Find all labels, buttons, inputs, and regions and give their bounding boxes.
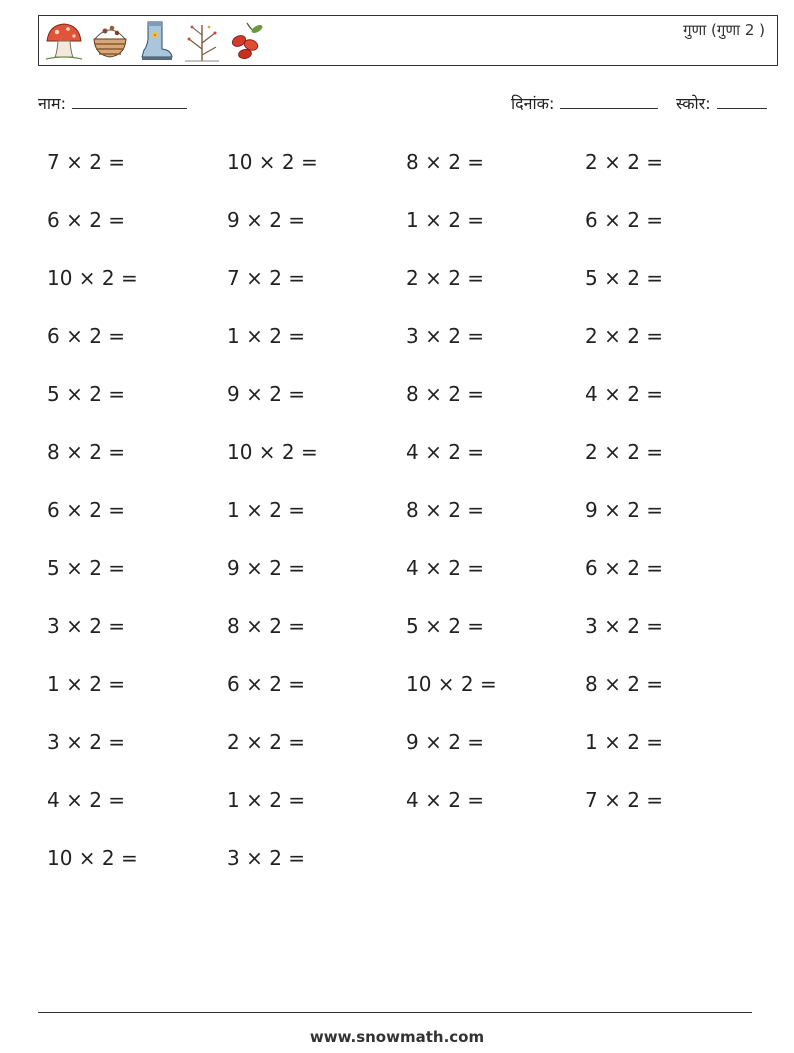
problem-item: 7 × 2 = bbox=[47, 150, 126, 174]
problem-item: 2 × 2 = bbox=[585, 150, 664, 174]
bare-branch-icon bbox=[181, 19, 223, 63]
problem-item: 1 × 2 = bbox=[406, 208, 485, 232]
problem-item: 7 × 2 = bbox=[585, 788, 664, 812]
problem-item: 6 × 2 = bbox=[585, 208, 664, 232]
problem-item: 7 × 2 = bbox=[227, 266, 306, 290]
problem-item: 1 × 2 = bbox=[227, 324, 306, 348]
problem-item: 10 × 2 = bbox=[47, 266, 138, 290]
problem-item: 4 × 2 = bbox=[585, 382, 664, 406]
score-label: स्कोर: bbox=[676, 94, 711, 113]
problem-item: 9 × 2 = bbox=[227, 556, 306, 580]
problem-item: 6 × 2 = bbox=[47, 498, 126, 522]
problem-item: 8 × 2 = bbox=[585, 672, 664, 696]
problem-item: 4 × 2 = bbox=[47, 788, 126, 812]
name-blank-line[interactable] bbox=[72, 94, 187, 109]
problem-item: 8 × 2 = bbox=[406, 150, 485, 174]
header-icons bbox=[43, 19, 269, 63]
problem-item: 5 × 2 = bbox=[47, 382, 126, 406]
footer-divider bbox=[38, 1012, 752, 1013]
problem-item: 1 × 2 = bbox=[47, 672, 126, 696]
problem-item: 3 × 2 = bbox=[227, 846, 306, 870]
date-blank-line[interactable] bbox=[560, 94, 658, 109]
problem-item: 9 × 2 = bbox=[585, 498, 664, 522]
problem-item: 3 × 2 = bbox=[585, 614, 664, 638]
problem-item: 4 × 2 = bbox=[406, 440, 485, 464]
problem-item: 10 × 2 = bbox=[406, 672, 497, 696]
problem-item: 8 × 2 = bbox=[47, 440, 126, 464]
problem-item: 8 × 2 = bbox=[406, 498, 485, 522]
rain-boot-icon bbox=[135, 19, 177, 63]
problem-item: 9 × 2 = bbox=[406, 730, 485, 754]
problem-item: 6 × 2 = bbox=[47, 208, 126, 232]
worksheet-title: गुणा (गुणा 2 ) bbox=[683, 21, 765, 39]
problem-item: 1 × 2 = bbox=[227, 788, 306, 812]
worksheet-header bbox=[38, 15, 778, 66]
name-field[interactable] bbox=[38, 92, 187, 114]
problem-item: 5 × 2 = bbox=[406, 614, 485, 638]
problem-item: 8 × 2 = bbox=[406, 382, 485, 406]
problem-item: 1 × 2 = bbox=[585, 730, 664, 754]
problem-item: 6 × 2 = bbox=[585, 556, 664, 580]
problem-item: 2 × 2 = bbox=[406, 266, 485, 290]
score-field[interactable] bbox=[676, 92, 767, 114]
problem-item: 10 × 2 = bbox=[227, 150, 318, 174]
problem-item: 4 × 2 = bbox=[406, 556, 485, 580]
problem-item: 10 × 2 = bbox=[227, 440, 318, 464]
problem-item: 2 × 2 = bbox=[227, 730, 306, 754]
problem-item: 3 × 2 = bbox=[47, 614, 126, 638]
problem-item: 6 × 2 = bbox=[227, 672, 306, 696]
rosehip-berries-icon bbox=[227, 19, 269, 63]
problem-item: 9 × 2 = bbox=[227, 382, 306, 406]
problem-item: 1 × 2 = bbox=[227, 498, 306, 522]
problem-item: 2 × 2 = bbox=[585, 440, 664, 464]
name-label: नाम: bbox=[38, 94, 66, 113]
date-field[interactable] bbox=[511, 92, 658, 114]
problem-item: 9 × 2 = bbox=[227, 208, 306, 232]
problem-item: 10 × 2 = bbox=[47, 846, 138, 870]
problem-item: 4 × 2 = bbox=[406, 788, 485, 812]
date-label: दिनांक: bbox=[511, 94, 555, 113]
problem-item: 6 × 2 = bbox=[47, 324, 126, 348]
problem-item: 8 × 2 = bbox=[227, 614, 306, 638]
nut-basket-icon bbox=[89, 19, 131, 63]
score-blank-line[interactable] bbox=[717, 94, 767, 109]
mushroom-icon bbox=[43, 19, 85, 63]
problem-item: 3 × 2 = bbox=[406, 324, 485, 348]
problem-item: 5 × 2 = bbox=[585, 266, 664, 290]
footer-url: www.snowmath.com bbox=[309, 1028, 485, 1046]
problem-item: 3 × 2 = bbox=[47, 730, 126, 754]
problem-item: 5 × 2 = bbox=[47, 556, 126, 580]
problem-item: 2 × 2 = bbox=[585, 324, 664, 348]
